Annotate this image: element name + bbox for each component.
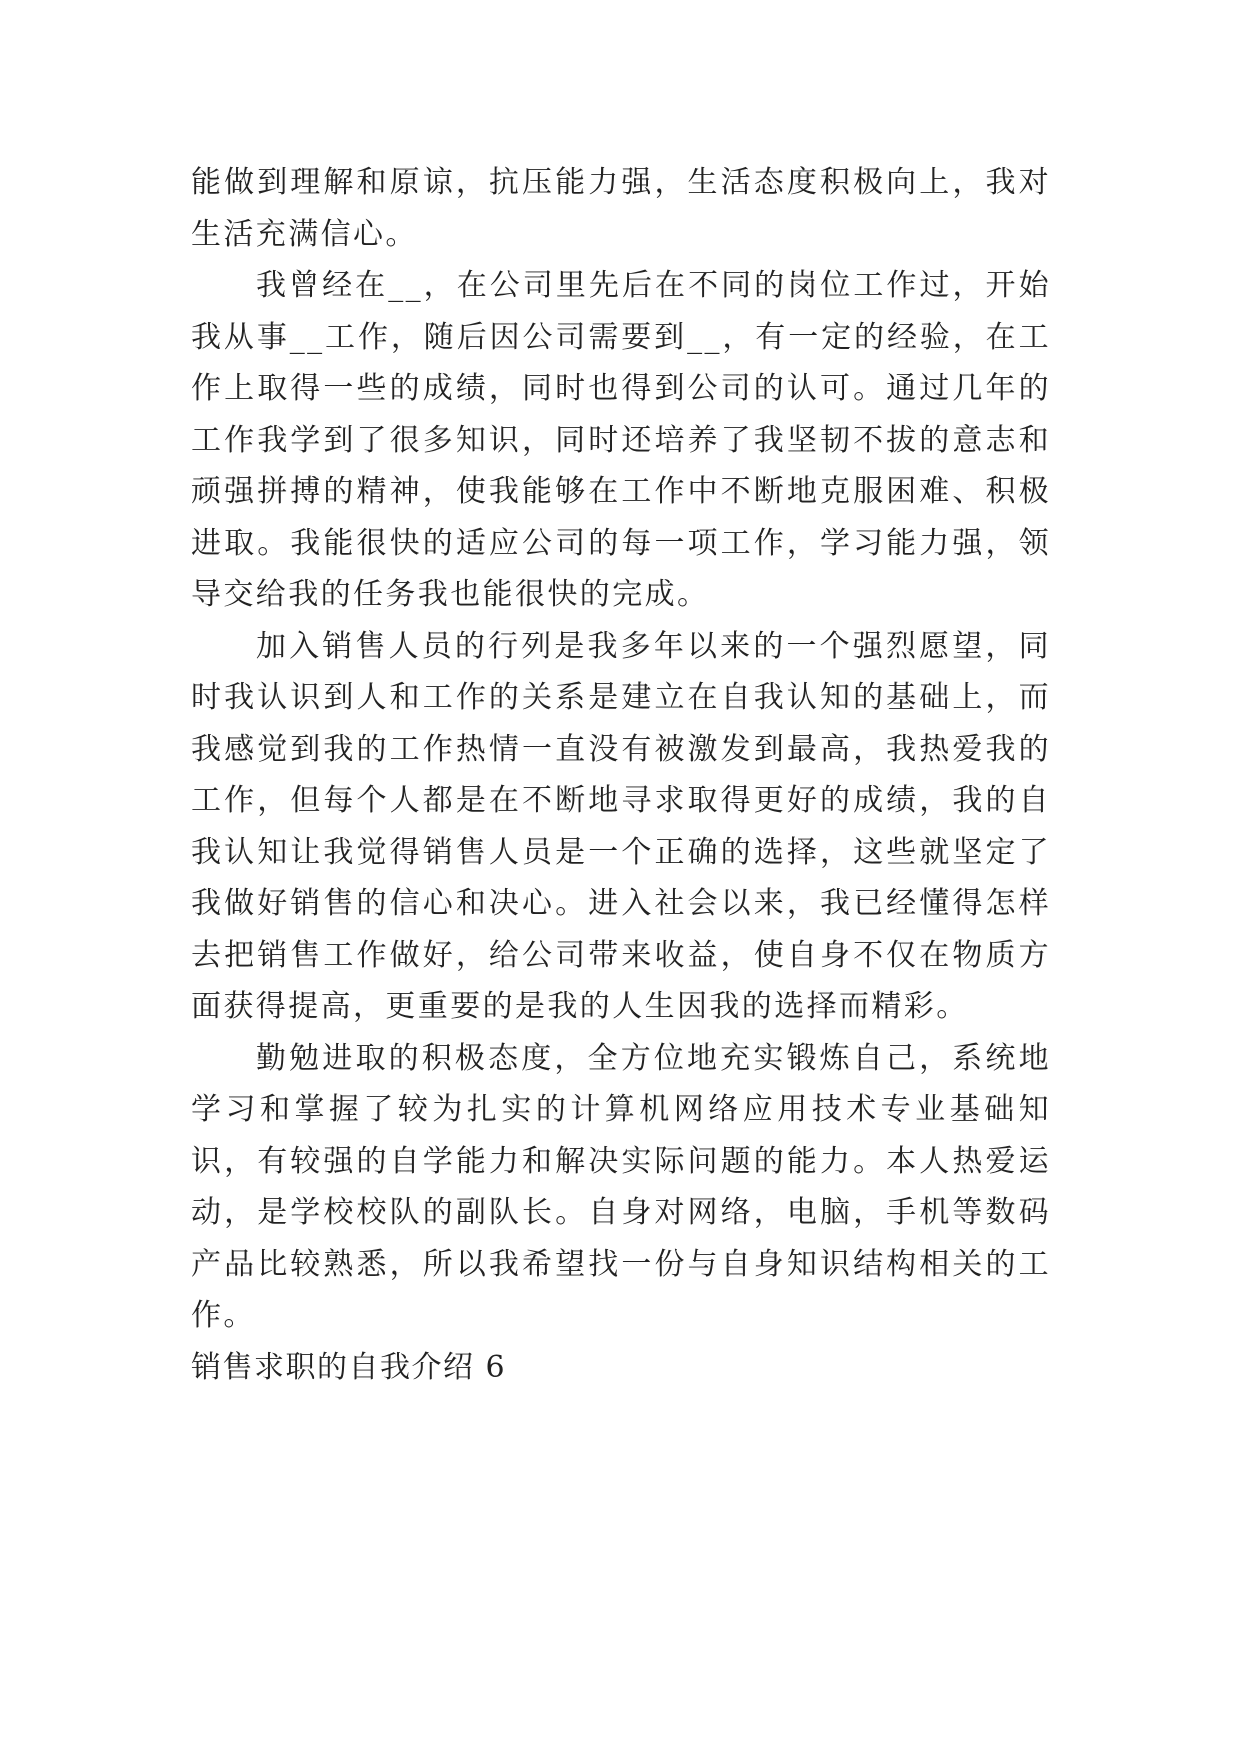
paragraph-skills: 勤勉进取的积极态度，全方位地充实锻炼自己，系统地学习和掌握了较为扎实的计算机网络应用技术专业基础知识，有较强的自学能力和解决实际问题的能力。本人热爱运动，是学校校队的副队长。自身对网络，电脑，手机等数码产品比较熟悉，所以我希望找一份与自身知识结构相关的工作。 [191, 1040, 1051, 1333]
paragraph-sales-aspiration: 加入销售人员的行列是我多年以来的一个强烈愿望，同时我认识到人和工作的关系是建立在自我认知的基础上，而我感觉到我的工作热情一直没有被激发到最高，我热爱我的工作，但每个人都是在不断地寻求取得更好的成绩，我的自我认知让我觉得销售人员是一个正确的选择，这些就坚定了我做好销售的信心和决心。进入社会以来，我已经懂得怎样去把销售工作做好，给公司带来收益，使自身不仅在物质方面获得提高，更重要的是我的人生因我的选择而精彩。 [191, 628, 1051, 1024]
paragraph-continuation: 能做到理解和原谅，抗压能力强，生活态度积极向上，我对生活充满信心。 [191, 165, 1051, 252]
document-body [191, 157, 1051, 1393]
paragraph-work-experience: 我曾经在__，在公司里先后在不同的岗位工作过，开始我从事__工作，随后因公司需要到__，有一定的经验，在工作上取得一些的成绩，同时也得到公司的认可。通过几年的工作我学到了很多知识，同时还培养了我坚韧不拔的意志和顽强拼搏的精神，使我能够在工作中不断地克服困难、积极进取。我能很快的适应公司的每一项工作，学习能力强，领导交给我的任务我也能很快的完成。 [191, 268, 1051, 612]
section-heading: 销售求职的自我介绍 6 [191, 1349, 507, 1385]
